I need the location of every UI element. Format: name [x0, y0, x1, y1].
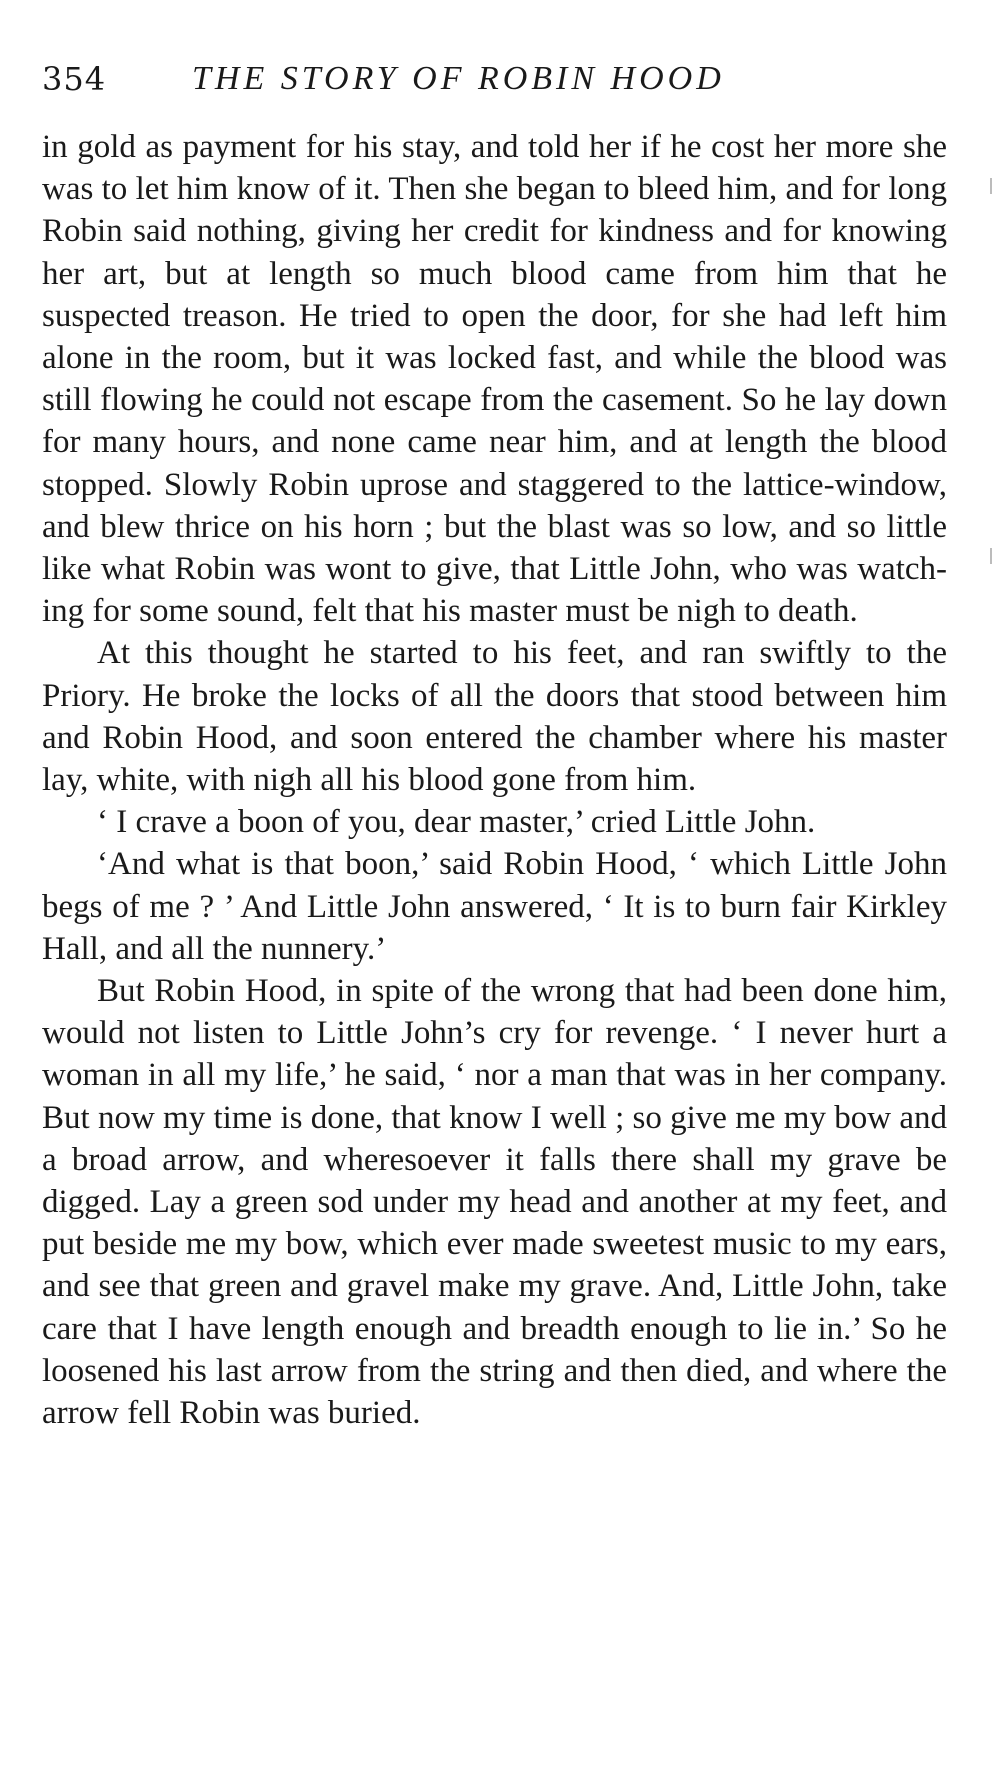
page-edge-mark — [990, 178, 992, 194]
book-page — [42, 52, 947, 1434]
paragraph: ‘And what is that boon,’ said Robin Hood, ‘ which Little John begs of me ? ’ And Little John answered, ‘ It is to burn fair Kirkley Hall, and all the nunnery.’ — [42, 846, 947, 967]
paragraph: At this thought he started to his feet, and ran swiftly to the Priory. He broke the locks of all the doors that stood between him and Robin Hood, and soon entered the chamber where his master lay, white, with nigh all his blood gone from him. — [42, 635, 947, 799]
paragraph: ‘ I crave a boon of you, dear master,’ cried Little John. — [97, 804, 816, 841]
paragraph: But Robin Hood, in spite of the wrong that had been done him, would not listen to Little John’s cry for revenge. ‘ I never hurt a woman in all my life,’ he said, ‘ nor a man that was in her company. But now my time is done, that know I well ; so give me my bow and a broad arrow, and wheresoever it falls there shall my grave be digged. Lay a green sod under my head and another at my feet, and put beside me my bow, which ever made sweetest music to my ears, and see that green and gravel make my grave. And, Little John, take care that I have length enough and breadth enough to lie in.’ So he loosened his last arrow from the string and then died, and where the arrow fell Robin was buried. — [42, 973, 947, 1432]
paragraph: in gold as payment for his stay, and told her if he cost her more she was to let him know of it. Then she began to bleed him, and for long Robin said nothing, giving her credit for kindness and for knowing her art, but at length so much blood came from him that he suspected treason. He tried to open the door, for she had left him alone in the room, but it was locked fast, and while the blood was still flowing he could not escape from the casement. So he lay down for many hours, and none came near him, and at length the blood stopped. Slowly Robin uprose and staggered to the lattice-window, and blew thrice on his horn ; but the blast was so low, and so little like what Robin was wont to give, that Little John, who was watch-ing for some sound, felt that his master must be nigh to death. — [42, 129, 947, 630]
page-number: 354 — [42, 60, 107, 98]
page-edge-mark — [990, 548, 992, 564]
body-text — [42, 126, 947, 1434]
running-title: THE STORY OF ROBIN HOOD — [192, 60, 725, 97]
page-header — [42, 52, 947, 112]
